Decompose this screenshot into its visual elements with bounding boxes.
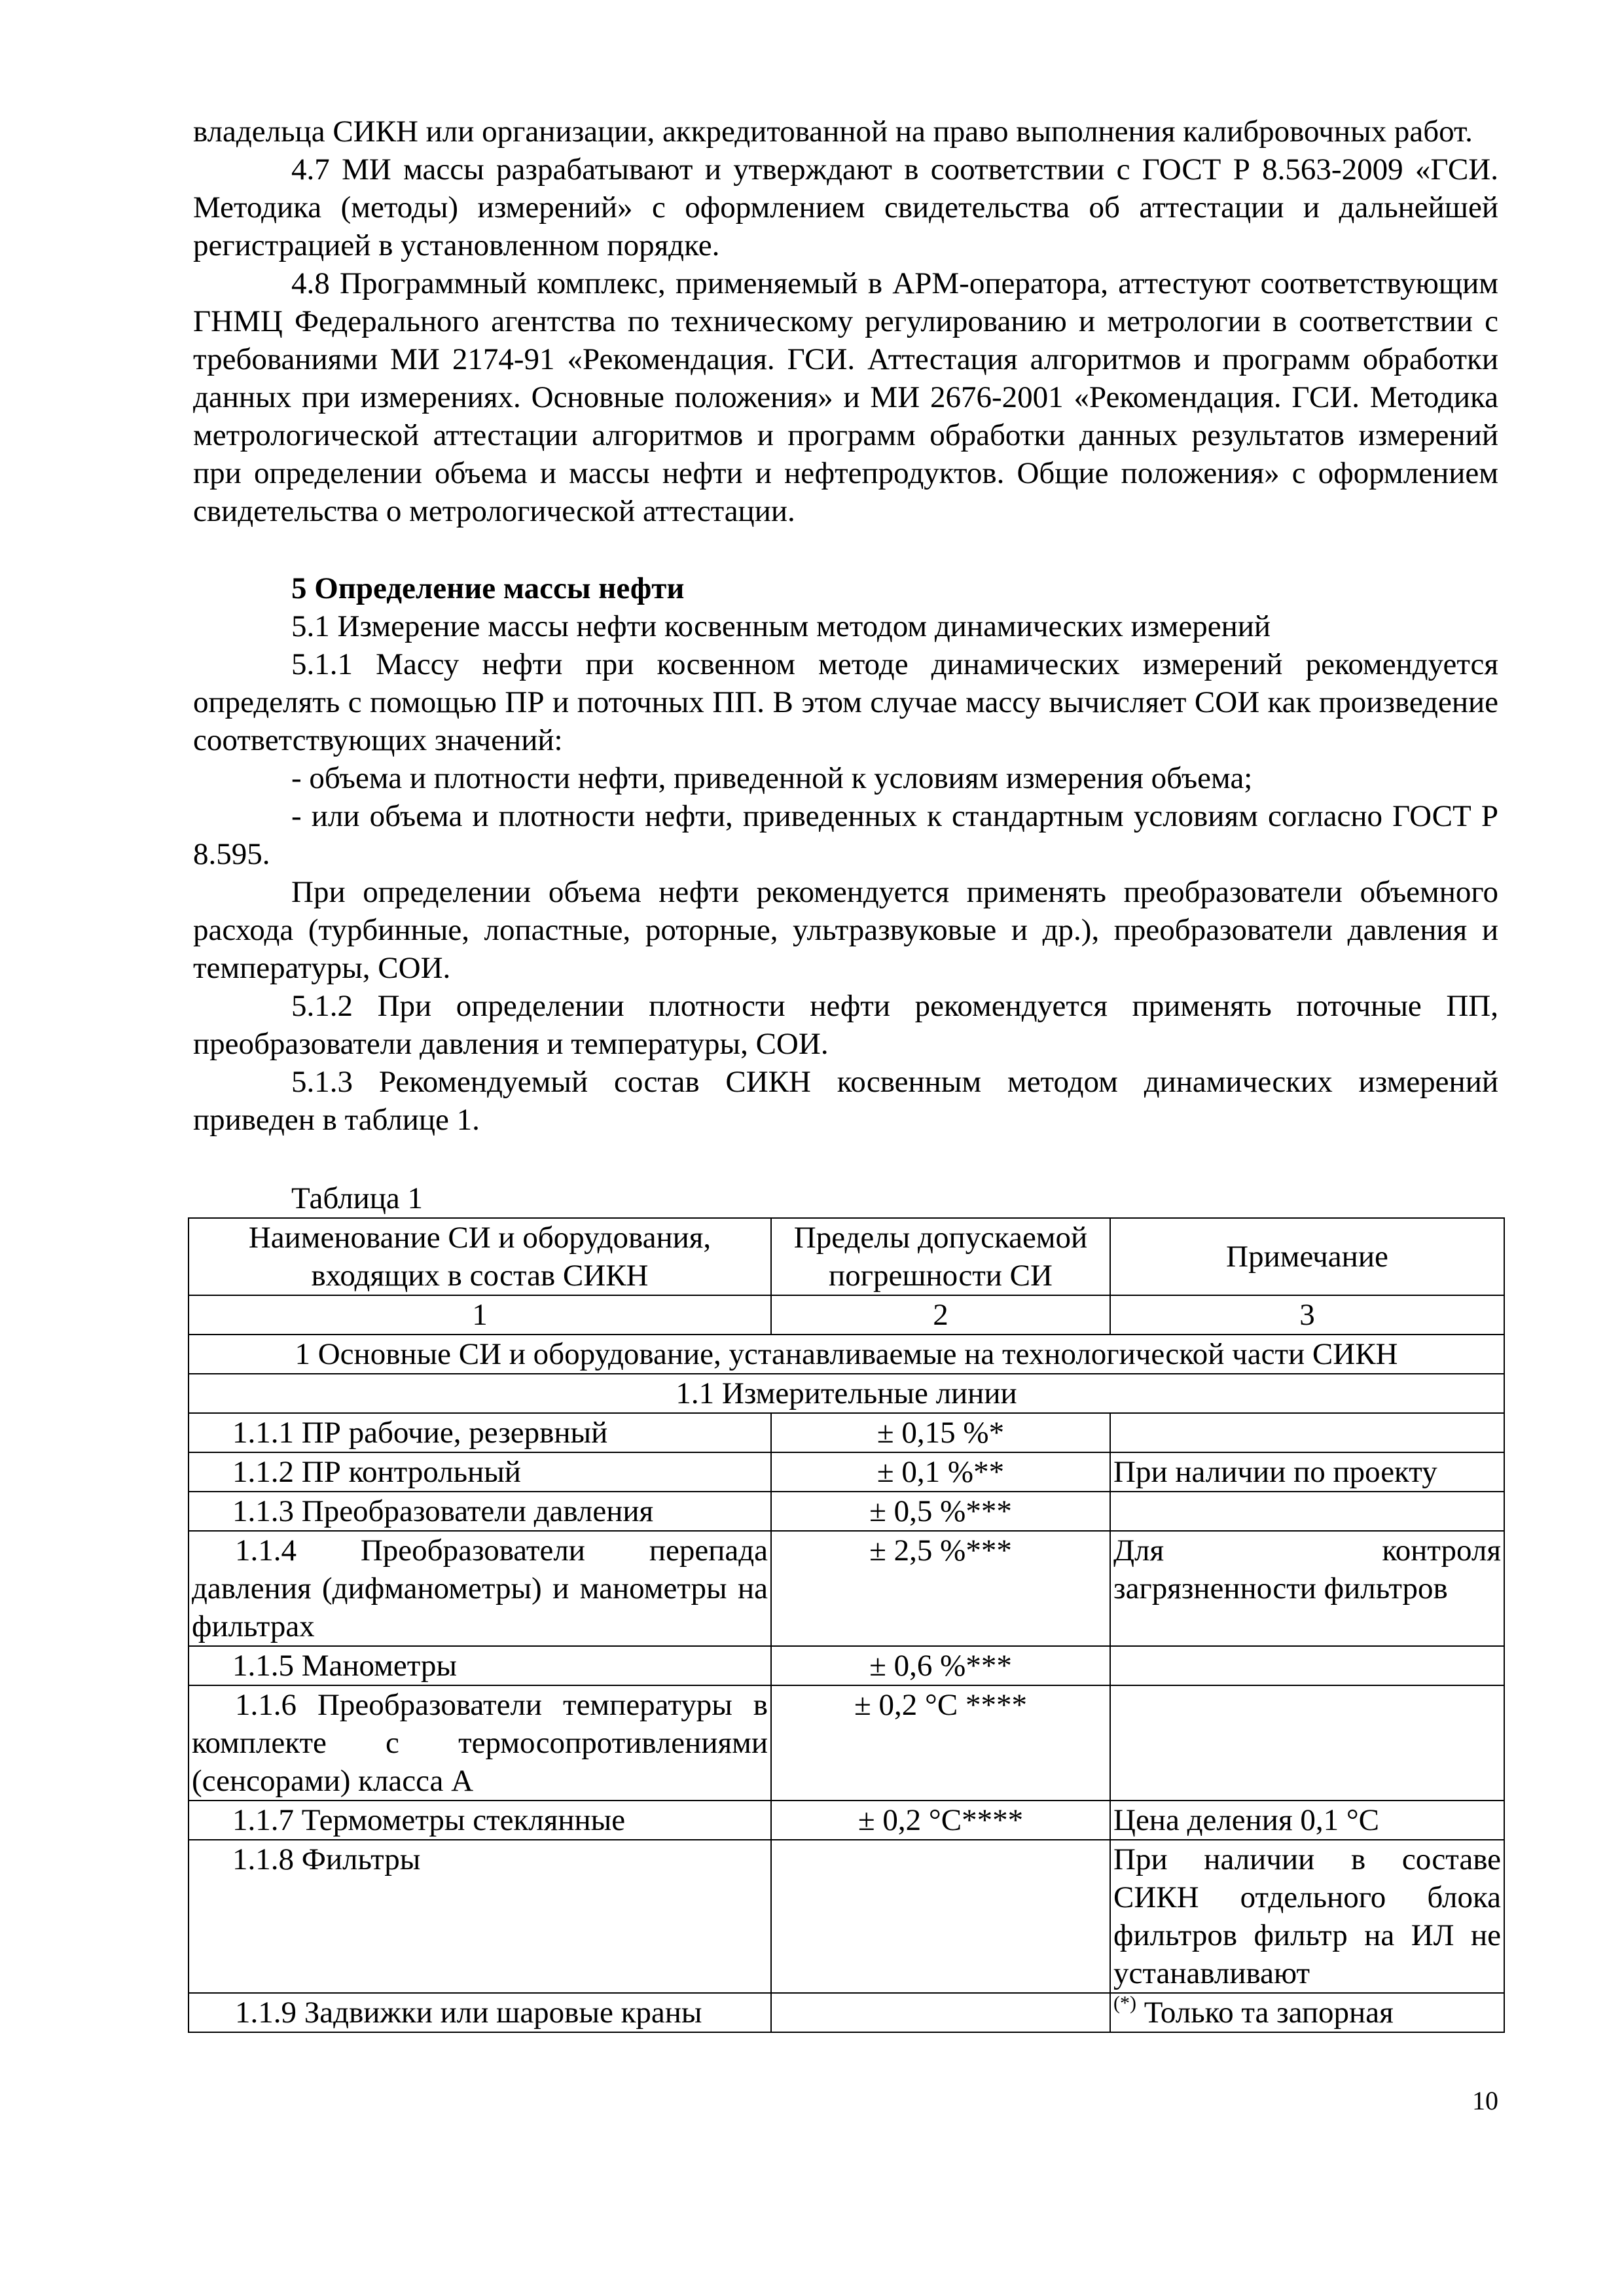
row-name: 1.1.9 Задвижки или шаровые краны xyxy=(189,1993,771,2032)
paragraph-4-7: 4.7 МИ массы разрабатывают и утверждают в соответствии с ГОСТ Р 8.563-2009 «ГСИ. Методика (методы) измерений» с оформлением свидетельства об аттестации и дальнейшей регистрацией в установленном порядке. xyxy=(193,152,1498,262)
row-error: ± 0,1 %** xyxy=(771,1452,1110,1492)
row-error: ± 0,6 %*** xyxy=(771,1646,1110,1685)
table-row xyxy=(189,1840,1504,1993)
table-row xyxy=(189,1492,1504,1531)
column-number: 2 xyxy=(771,1295,1110,1335)
row-error: ± 0,5 %*** xyxy=(771,1492,1110,1531)
row-note: При наличии по проекту xyxy=(1110,1452,1504,1492)
row-note: Для контроля загрязненности фильтров xyxy=(1110,1531,1504,1646)
column-number: 3 xyxy=(1110,1295,1504,1335)
row-error xyxy=(771,1993,1110,2032)
row-name: 1.1.4 Преобразователи перепада давления (дифманометры) и манометры на фильтрах xyxy=(189,1531,771,1646)
row-note xyxy=(1110,1685,1504,1801)
table-header-row xyxy=(189,1218,1504,1295)
table-caption: Таблица 1 xyxy=(291,1181,424,1215)
paragraph-5-1-2: 5.1.2 При определении плотности нефти рекомендуется применять поточные ПП, преобразователи давления и температуры, СОИ. xyxy=(193,989,1498,1061)
paragraph-5-1-1: 5.1.1 Массу нефти при косвенном методе динамических измерений рекомендуется определять с помощью ПР и поточных ПП. В этом случае массу вычисляет СОИ как произведение соответствующих значений: xyxy=(193,647,1498,757)
table-section-row xyxy=(189,1335,1504,1374)
row-note xyxy=(1110,1993,1504,2032)
page-content xyxy=(192,113,1501,2033)
header-note: Примечание xyxy=(1110,1218,1504,1295)
row-note: При наличии в составе СИКН отдельного блока фильтров фильтр на ИЛ не устанавливают xyxy=(1110,1840,1504,1993)
row-name: 1.1.5 Манометры xyxy=(189,1646,771,1685)
table-row xyxy=(189,1452,1504,1492)
table-row xyxy=(189,1413,1504,1452)
section-title: 1 Основные СИ и оборудование, устанавливаемые на технологической части СИКН xyxy=(189,1335,1504,1374)
row-error: ± 0,2 °С **** xyxy=(771,1685,1110,1801)
table-column-numbers-row xyxy=(189,1295,1504,1335)
paragraph-list-item-2: - или объема и плотности нефти, приведенных к стандартным условиям согласно ГОСТ Р 8.595. xyxy=(193,799,1498,871)
row-error: ± 0,15 %* xyxy=(771,1413,1110,1452)
section-heading-5: 5 Определение массы нефти xyxy=(291,571,685,605)
table-row xyxy=(189,1801,1504,1840)
row-name: 1.1.3 Преобразователи давления xyxy=(189,1492,771,1531)
table-row xyxy=(189,1993,1504,2032)
paragraph-volume: При определении объема нефти рекомендуется применять преобразователи объемного расхода (турбинные, лопастные, роторные, ультразвуковые и др.), преобразователи давления и температуры, СОИ. xyxy=(193,875,1498,985)
row-error: ± 2,5 %*** xyxy=(771,1531,1110,1646)
row-name: 1.1.2 ПР контрольный xyxy=(189,1452,771,1492)
row-note: Цена деления 0,1 °С xyxy=(1110,1801,1504,1840)
table-row xyxy=(189,1685,1504,1801)
header-name: Наименование СИ и оборудования, входящих в состав СИКН xyxy=(189,1218,771,1295)
row-note xyxy=(1110,1646,1504,1685)
row-note xyxy=(1110,1492,1504,1531)
paragraph-continuation: владельца СИКН или организации, аккредитованной на право выполнения калибровочных работ. xyxy=(193,115,1473,149)
paragraph-5-1-3: 5.1.3 Рекомендуемый состав СИКН косвенным методом динамических измерений приведен в таблице 1. xyxy=(193,1065,1498,1137)
paragraph-4-8: 4.8 Программный комплекс, применяемый в АРМ-оператора, аттестуют соответствующим ГНМЦ Федерального агентства по техническому регулированию и метрологии в соответствии с требованиями МИ 2174-91 «Рекомендация. ГСИ. Аттестация алгоритмов и программ обработки данных при измерениях. Основные положения» и МИ 2676-2001 «Рекомендация. ГСИ. Методика метрологической аттестации алгоритмов и программ обработки данных результатов измерений при определении объема и массы нефти и нефтепродуктов. Общие положения» с оформлением свидетельства о метрологической аттестации. xyxy=(193,266,1498,528)
header-error: Пределы допускаемой погрешности СИ xyxy=(771,1218,1110,1295)
note-superscript: (*) xyxy=(1113,1992,1136,2014)
table-row xyxy=(189,1531,1504,1646)
column-number: 1 xyxy=(189,1295,771,1335)
row-name: 1.1.8 Фильтры xyxy=(189,1840,771,1993)
table-row xyxy=(189,1646,1504,1685)
row-note xyxy=(1110,1413,1504,1452)
row-error xyxy=(771,1840,1110,1993)
row-name: 1.1.6 Преобразователи температуры в комплекте с термосопротивлениями (сенсорами) класса А xyxy=(189,1685,771,1801)
row-error: ± 0,2 °С**** xyxy=(771,1801,1110,1840)
table-subsection-row xyxy=(189,1374,1504,1413)
page-number: 10 xyxy=(1472,2086,1498,2115)
paragraph-list-item-1: - объема и плотности нефти, приведенной к условиям измерения объема; xyxy=(291,761,1253,795)
row-name: 1.1.7 Термометры стеклянные xyxy=(189,1801,771,1840)
note-text: Только та запорная xyxy=(1136,1996,1394,2030)
equipment-table xyxy=(188,1217,1505,2033)
paragraph-5-1: 5.1 Измерение массы нефти косвенным методом динамических измерений xyxy=(291,609,1271,643)
subsection-title: 1.1 Измерительные линии xyxy=(189,1374,1504,1413)
row-name: 1.1.1 ПР рабочие, резервный xyxy=(189,1413,771,1452)
